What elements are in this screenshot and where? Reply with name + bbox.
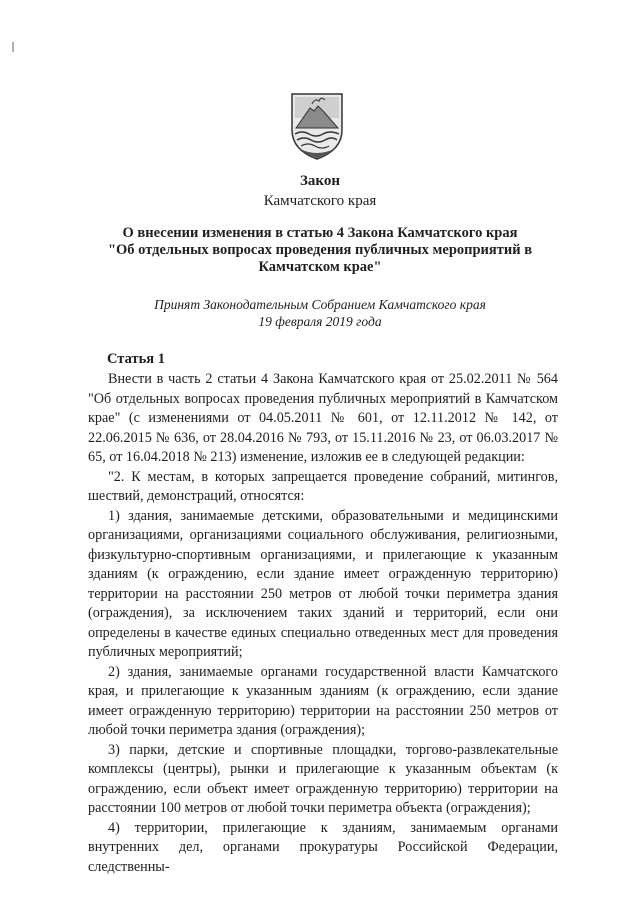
article-heading: Статья 1 bbox=[107, 351, 165, 367]
paragraph: 3) парки, детские и спортивные площадки, торгово-развлекательные комплексы (центры), рынки и прилегающие к указанным объектам (к ограждению, если объект имеет огражденную территорию) территории на расстоянии 100 метров от любой точки периметра объекта (ограждения); bbox=[88, 741, 558, 816]
paragraph: "2. К местам, в которых запрещается проведение собраний, митингов, шествий, демонстраций, относятся: bbox=[88, 468, 558, 504]
document-authority: Камчатского края bbox=[263, 193, 377, 209]
coat-of-arms-icon bbox=[288, 88, 346, 162]
paragraph: Внести в часть 2 статьи 4 Закона Камчатского края от 25.02.2011 № 564 "Об отдельных вопросах проведения публичных мероприятий в Камчатском крае" (с изменениями от 04.05.2011 № 601, от 12.11.2012 № 142, от 22.06.2015 № 636, от 28.04.2016 № 793, от 15.11.2016 № 23, от 06.03.2017 № 65, от 16.04.2018 № 213) изменение, изложив ее в следующей редакции: bbox=[88, 371, 558, 465]
paragraph: 2) здания, занимаемые органами государственной власти Камчатского края, и прилегающие к указанным зданиям (к ограждению, если здание имеет огражденную территорию) территории на расстоянии 250 метров от любой точки периметра здания (ограждения); bbox=[88, 663, 558, 738]
document-subject bbox=[0, 225, 640, 276]
document-title: Закон bbox=[299, 173, 340, 189]
subject-line: "Об отдельных вопросах проведения публичных мероприятий в bbox=[107, 242, 533, 258]
scan-mark bbox=[12, 42, 14, 52]
adopted-by: Принят Законодательным Собранием Камчатского края bbox=[154, 297, 486, 312]
adopted-date: 19 февраля 2019 года bbox=[258, 314, 382, 329]
article-body bbox=[88, 370, 558, 877]
subject-line: Камчатском крае" bbox=[258, 259, 382, 275]
subject-line: О внесении изменения в статью 4 Закона Камчатского края bbox=[122, 225, 518, 241]
paragraph: 4) территории, прилегающие к зданиям, занимаемым органами внутренних дел, органами прокуратуры Российской Федерации, следственны- bbox=[88, 819, 558, 875]
paragraph: 1) здания, занимаемые детскими, образовательными и медицинскими организациями, организациями социального обслуживания, религиозными, физкультурно-спортивным организациями, и прилегающие к указанным зданиям (к ограждению, если здание имеет огражденную территорию) территории на расстоянии 250 метров от любой точки периметра здания (ограждения), за исключением таких зданий и территорий, если они определены в качестве единых специально отведенных мест для проведения публичных мероприятий; bbox=[88, 507, 558, 660]
adoption-note bbox=[0, 296, 640, 330]
